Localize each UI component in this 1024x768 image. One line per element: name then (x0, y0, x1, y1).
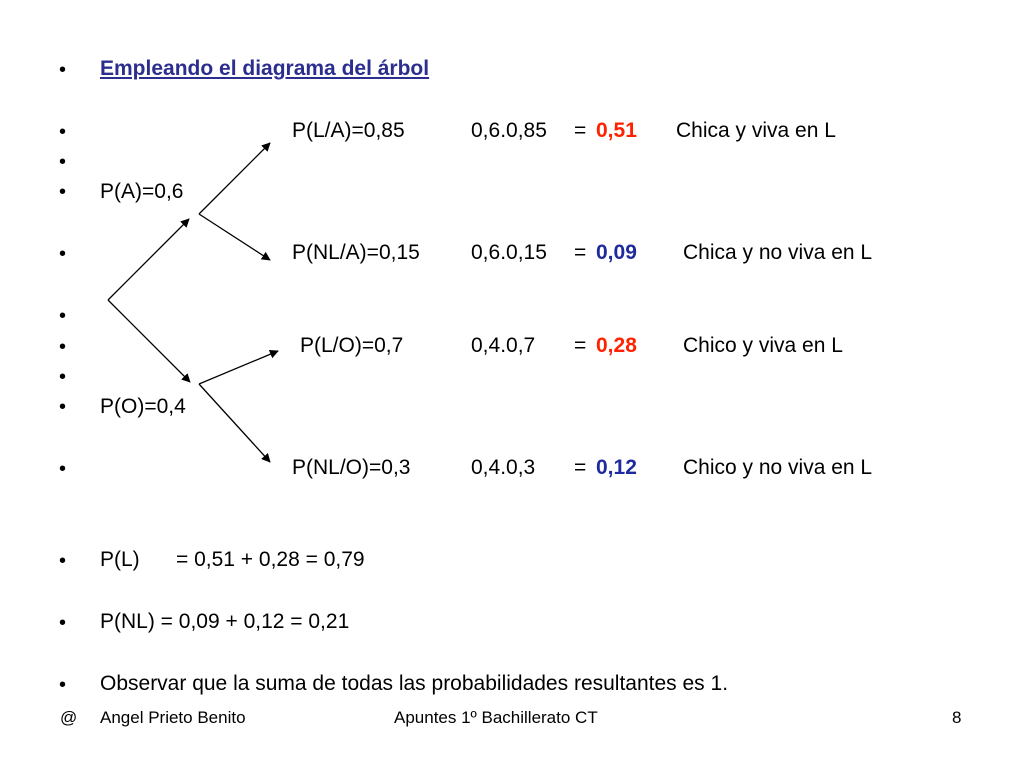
summary-pl-expr: = 0,51 + 0,28 = 0,79 (176, 548, 365, 571)
bullet: • (59, 59, 67, 81)
branch-a-to-l (199, 143, 270, 214)
outcome-cond: P(NL/O)=0,3 (292, 456, 411, 479)
outcome-calc: 0,4.0,7 (471, 334, 536, 357)
footer-course: Apuntes 1º Bachillerato CT (394, 708, 598, 727)
outcome-calc: 0,6.0,15 (471, 241, 547, 264)
branch-a-to-nl (199, 214, 270, 260)
footer-page-number: 8 (952, 708, 962, 727)
node-label-pa: P(A)=0,6 (100, 180, 184, 203)
outcome-result: 0,51 (596, 119, 637, 142)
summary-note: Observar que la suma de todas las probabilidades resultantes es 1. (100, 672, 729, 695)
branch-o-to-l (199, 351, 278, 384)
outcome-desc: Chica y viva en L (676, 119, 836, 142)
bullet: • (59, 336, 67, 358)
summary-pnl: P(NL) = 0,09 + 0,12 = 0,21 (100, 610, 350, 633)
branch-root-to-a (108, 219, 189, 300)
outcome-calc: 0,6.0,85 (471, 119, 547, 142)
bullet: • (59, 181, 67, 203)
outcome-calc: 0,4.0,3 (471, 456, 536, 479)
branch-root-to-o (108, 300, 190, 382)
node-label-po: P(O)=0,4 (100, 395, 186, 418)
outcome-eq: = (574, 456, 587, 479)
outcome-eq: = (574, 334, 587, 357)
outcome-result: 0,09 (596, 241, 637, 264)
bullet: • (59, 612, 67, 634)
outcome-eq: = (574, 119, 587, 142)
bullet: • (59, 550, 67, 572)
outcome-eq: = (574, 241, 587, 264)
outcome-result: 0,28 (596, 334, 637, 357)
bullet: • (59, 305, 67, 327)
outcome-desc: Chico y no viva en L (683, 456, 873, 479)
bullet: • (59, 366, 67, 388)
branch-o-to-nl (199, 384, 270, 462)
summary-pl-label: P(L) (100, 548, 140, 571)
bullet: • (59, 458, 67, 480)
bullet: • (59, 121, 67, 143)
bullet: • (59, 674, 67, 696)
outcome-cond: P(L/A)=0,85 (292, 119, 405, 142)
outcome-cond: P(NL/A)=0,15 (292, 241, 420, 264)
footer-at-symbol: @ (60, 708, 78, 727)
outcome-result: 0,12 (596, 456, 637, 479)
outcome-desc: Chico y viva en L (683, 334, 843, 357)
bullet: • (59, 243, 67, 265)
bullet: • (59, 396, 67, 418)
outcome-desc: Chica y no viva en L (683, 241, 873, 264)
outcome-cond: P(L/O)=0,7 (300, 334, 404, 357)
footer-author: Angel Prieto Benito (100, 708, 246, 727)
slide-title: Empleando el diagrama del árbol (100, 57, 430, 80)
bullet: • (59, 151, 67, 173)
